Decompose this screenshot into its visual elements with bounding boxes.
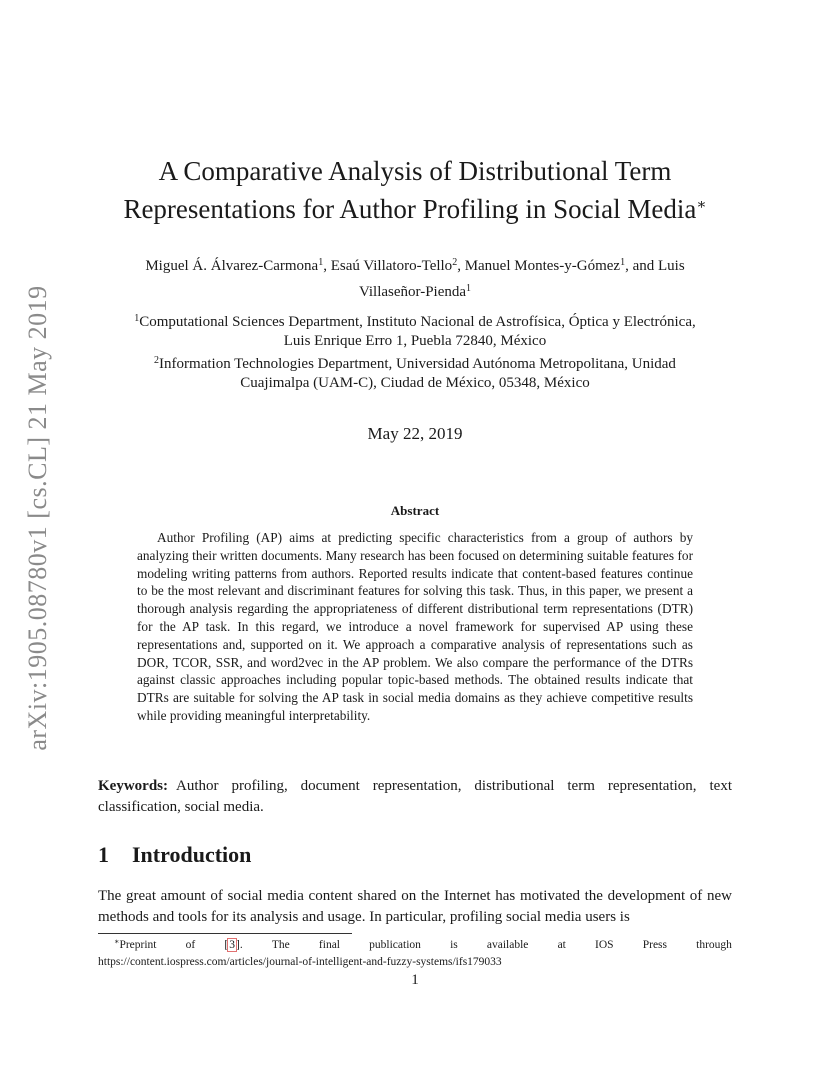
- footnote-url[interactable]: https://content.iospress.com/articles/journal-of-intelligent-and-fuzzy-systems/ifs179033: [98, 956, 502, 968]
- footnote-word: Press: [642, 939, 667, 951]
- footnote-word: at: [557, 939, 566, 951]
- footnote-word: IOS: [595, 939, 614, 951]
- affiliation-2: [98, 355, 732, 393]
- author-list: [98, 253, 732, 305]
- footnote-word: publication: [369, 939, 421, 951]
- footnote-word: The: [271, 939, 290, 951]
- abstract-text: Author Profiling (AP) aims at predicting specific characteristics from a group of authors by analyzing their written documents. Many research has been focused on determining suitable features for modeling writing patterns from authors. Reported results indicate that content-based features continue to be the most relevant and discriminant features for solving this task. Thus, in this paper, we present a thorough analysis regarding the appropriateness of different distributional term representations (DTR) for the AP task. In this regard, we introduce a novel framework for supervised AP using these representations and, supported on it. We approach a comparative analysis of representations such as DOR, TCOR, SSR, and word2vec in the AP problem. We also compare the performance of the DTRs against classic approaches including popular topic-based methods. The obtained results indicate that DTRs are suitable for solving the AP task in social media domains as they achieve competitive results while providing meaningful interpretability.: [137, 530, 693, 723]
- author-line-2: [98, 279, 732, 305]
- affiliation-1-line-2: Luis Enrique Erro 1, Puebla 72840, México: [283, 333, 547, 349]
- affiliation-2-line-2: Cuajimalpa (UAM-C), Ciudad de México, 05348, México: [240, 375, 590, 391]
- author-name: Esaú Villatoro-Tello: [330, 258, 453, 274]
- footnote-word: through: [696, 939, 732, 951]
- section-number: 1: [98, 842, 109, 867]
- abstract-heading: Abstract: [390, 503, 440, 518]
- affiliation-1: [98, 313, 732, 351]
- title-line-2: [98, 190, 732, 228]
- paper-date: May 22, 2019: [367, 424, 463, 443]
- author-name: Miguel Á. Álvarez-Carmona: [145, 258, 319, 274]
- footnote-word: of: [185, 939, 196, 951]
- author-affil-mark: 2: [452, 257, 458, 268]
- footnote-word: ∗Preprint: [114, 937, 157, 951]
- affiliation-text: Computational Sciences Department, Instituto Nacional de Astrofísica, Óptica y Electrónica,: [139, 314, 696, 330]
- keywords-label: Keywords:: [98, 778, 168, 794]
- title-line-2-text: Representations for Author Profiling in Social Media: [123, 194, 697, 224]
- author-affil-mark: 1: [620, 257, 626, 268]
- affiliation-2-line-1: [98, 355, 732, 374]
- section-title: Introduction: [132, 842, 252, 867]
- intro-paragraph: The great amount of social media content shared on the Internet has motivated the development of new methods and tools for its analysis and usage. In particular, profiling social media users is: [98, 888, 732, 925]
- footnote-word: is: [450, 939, 458, 951]
- section-heading: [98, 842, 251, 868]
- author-affil-mark: 1: [466, 283, 472, 294]
- title-footnote-mark: ∗: [696, 197, 707, 213]
- title-line-1: A Comparative Analysis of Distributional Term: [158, 156, 672, 186]
- author-line-1: Miguel Á. Álvarez-Carmona$^1$, Esaú Villatoro-Tello$^2$, Manuel Montes-y-Gómez$^1$, and Luis: [145, 257, 685, 274]
- arxiv-sidebar: [21, 278, 55, 758]
- affiliation-mark: 1: [134, 313, 140, 324]
- footnote-line-1: [98, 937, 732, 954]
- keywords: [98, 776, 732, 818]
- arxiv-identifier: arXiv:1905.08780v1 [cs.CL] 21 May 2019: [23, 285, 52, 751]
- page-number: 1: [411, 972, 419, 988]
- footnote-word: final: [318, 939, 340, 951]
- paper-title: [98, 152, 732, 228]
- footnote-mark: ∗: [114, 937, 120, 946]
- author-name: Manuel Montes-y-Gómez: [464, 258, 621, 274]
- footnote-citation-group: [3].: [224, 939, 243, 951]
- footnote: [98, 937, 732, 971]
- author-name: Villaseñor-Pienda: [358, 284, 467, 300]
- affiliation-mark: 2: [154, 355, 160, 366]
- affiliation-1-line-1: [98, 313, 732, 332]
- footnote-divider: [98, 933, 352, 934]
- author-affil-mark: 1: [318, 257, 324, 268]
- author-conjunction: and Luis: [632, 258, 685, 274]
- footnote-word: available: [486, 939, 529, 951]
- keywords-text: Author profiling, document representation, distributional term representation, text classification, social media.: [98, 778, 732, 815]
- citation-link[interactable]: 3: [229, 939, 235, 951]
- affiliation-text: Information Technologies Department, Universidad Autónoma Metropolitana, Unidad: [159, 356, 676, 372]
